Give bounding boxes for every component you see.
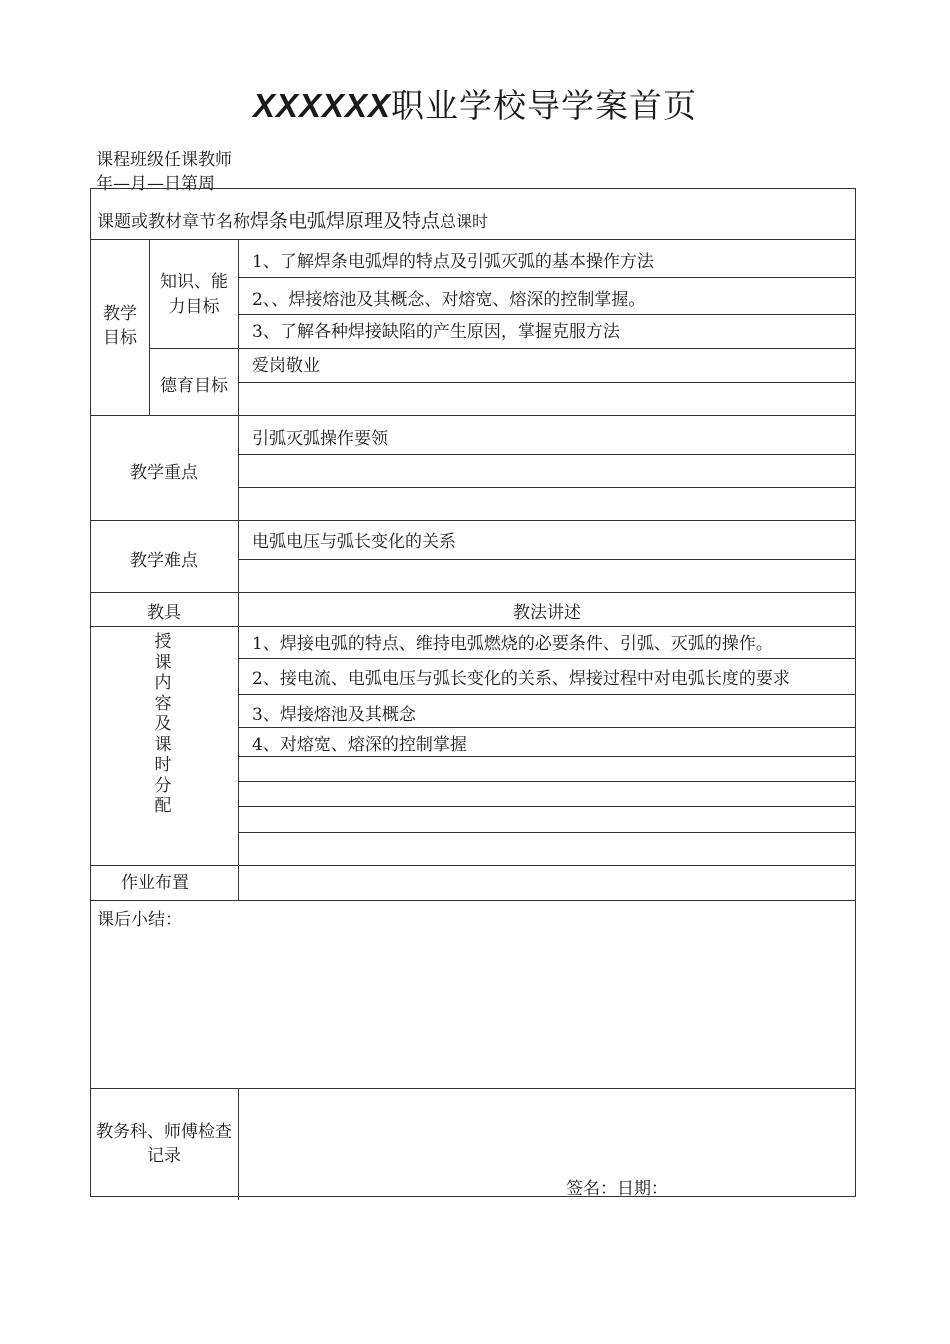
goals-label: 教学目标 <box>103 304 137 348</box>
content-item: 2、接电流、电弧电压与弧长变化的关系、焊接过程中对电弧长度的要求 <box>252 669 790 689</box>
summary-label: 课后小结： <box>97 910 182 930</box>
topic-name: 焊条电弧焊原理及特点 <box>250 210 441 232</box>
signature-date: 签名：日期： <box>566 1179 668 1199</box>
content-item: 3、焊接熔池及其概念 <box>252 705 416 725</box>
content-item: 4、对熔宽、熔深的控制掌握 <box>252 735 467 755</box>
key-points-label: 教学重点 <box>130 463 198 483</box>
topic-row <box>97 206 488 233</box>
moral-goals-label: 德育目标 <box>160 376 228 396</box>
review-label: 教务科、师傅检查记录 <box>96 1122 232 1166</box>
meta-line-date: 年—月—日第周 <box>96 174 215 194</box>
knowledge-item: 3、了解各种焊接缺陷的产生原因，掌握克服方法 <box>252 322 620 342</box>
difficulties-label: 教学难点 <box>130 551 198 571</box>
title-brand: XXXXXX <box>252 87 392 124</box>
topic-label: 课题或教材章节名称 <box>97 212 250 232</box>
title-text: 职业学校导学案首页 <box>391 86 698 125</box>
content-item: 1、焊接电弧的特点、维持电弧燃烧的必要条件、引弧、灭弧的操作。 <box>252 634 773 654</box>
page-title <box>0 80 950 127</box>
homework-label: 作业布置 <box>121 873 189 893</box>
topic-suffix: 总课时 <box>440 212 489 231</box>
method-label: 教法讲述 <box>513 603 581 623</box>
knowledge-item: 1、了解焊条电弧焊的特点及引弧灭弧的基本操作方法 <box>252 252 654 272</box>
moral-item: 爱岗敬业 <box>252 356 320 376</box>
knowledge-goals-label: 知识、能力目标 <box>160 272 228 317</box>
tools-label: 教具 <box>147 603 181 623</box>
difficulty-item: 电弧电压与弧长变化的关系 <box>252 532 456 552</box>
knowledge-item: 2、、焊接熔池及其概念、对熔宽、熔深的控制掌握。 <box>252 290 646 310</box>
content-label: 授课内容及课时分配 <box>154 632 172 816</box>
key-point-item: 引弧灭弧操作要领 <box>252 429 388 449</box>
meta-line-course: 课程班级任课教师 <box>96 150 232 170</box>
